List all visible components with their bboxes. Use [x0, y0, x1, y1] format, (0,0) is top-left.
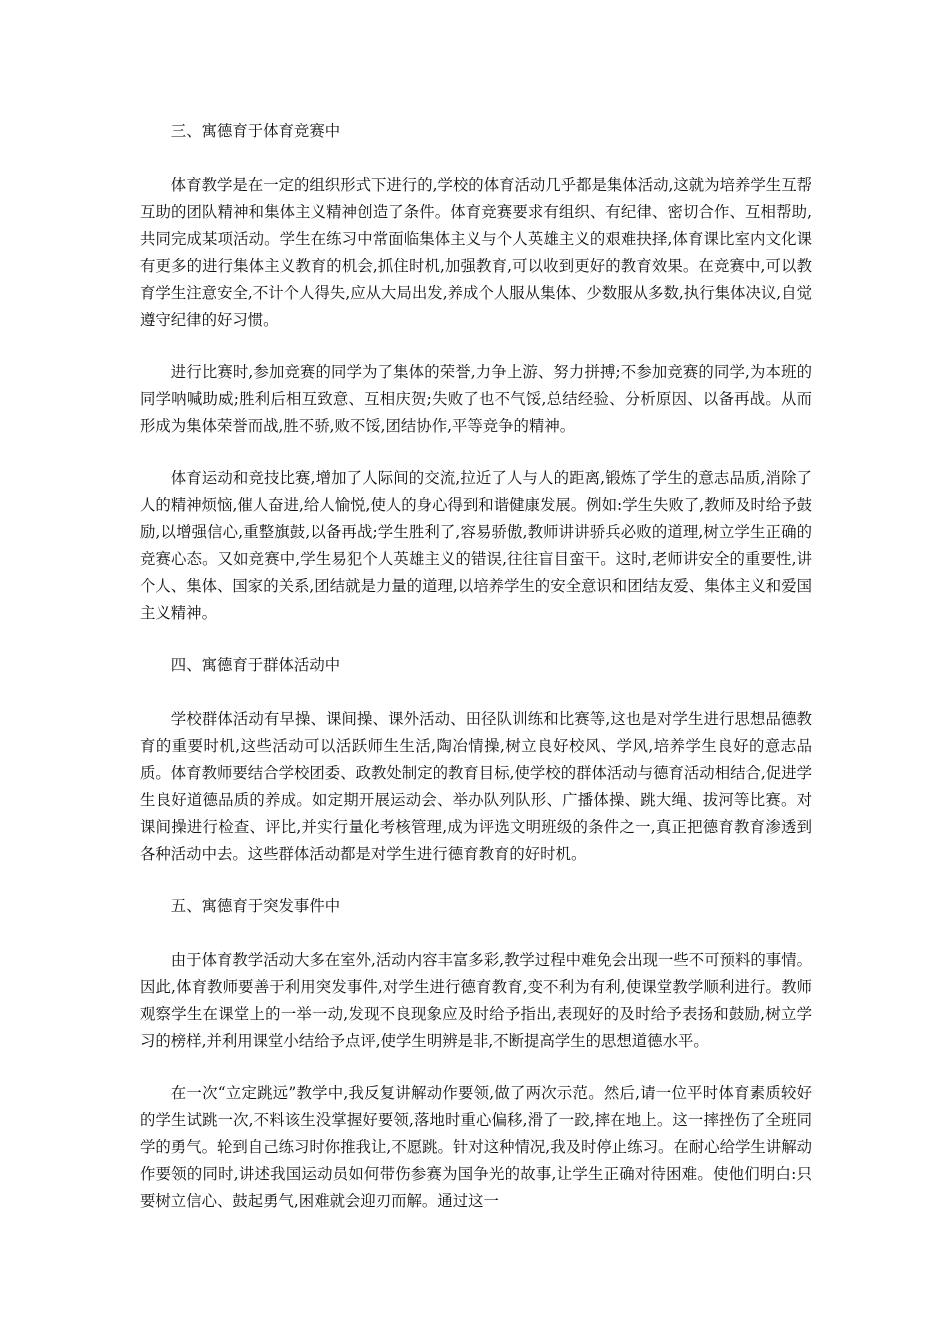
spacer: [140, 627, 812, 652]
spacer: [140, 920, 812, 947]
paragraph: 体育教学是在一定的组织形式下进行的,学校的体育活动几乎都是集体活动,这就为培养学生互帮互助的团队精神和集体主义精神创造了条件。体育竞赛要求有组织、有纪律、密切合作、互相帮助,共同完成某项活动。学生在练习中常面临集体主义与个人英雄主义的艰难抉择,体育课比室内文化课有更多的进行集体主义教育的机会,抓住时机,加强教育,可以收到更好的教育效果。在竞赛中,可以教育学生注意安全,不计个人得失,应从大局出发,养成个人服从集体、少数服从多数,执行集体决议,自觉遵守纪律的好习惯。: [140, 176, 812, 329]
paragraph: 体育运动和竞技比赛,增加了人际间的交流,拉近了人与人的距离,锻炼了学生的意志品质,消除了人的精神烦恼,催人奋进,给人愉悦,使人的身心得到和谐健康发展。例如:学生失败了,教师及时给予鼓励,以增强信心,重整旗鼓,以备再战;学生胜利了,容易骄傲,教师讲讲骄兵必败的道理,树立学生正确的竞赛心态。又如竞赛中,学生易犯个人英雄主义的错误,往往盲目蛮干。这时,老师讲安全的重要性,讲个人、集体、国家的关系,团结就是力量的道理,以培养学生的安全意识和团结友爱、集体主义和爱国主义精神。: [140, 469, 812, 622]
spacer: [140, 868, 812, 893]
paragraph: 由于体育教学活动大多在室外,活动内容丰富多彩,教学过程中难免会出现一些不可预料的事情。因此,体育教师要善于利用突发事件,对学生进行德育教育,变不利为有利,使课堂教学顺利进行。教师观察学生在课堂上的一举一动,发现不良现象应及时给予指出,表现好的及时给予表扬和鼓励,树立学习的榜样,并利用课堂小结给予点评,使学生明辨是非,不断提高学生的思想道德水平。: [140, 951, 812, 1050]
section-heading: 四、寓德育于群体活动中: [170, 656, 341, 674]
spacer: [140, 145, 812, 172]
spacer: [140, 334, 812, 359]
document-body: [140, 118, 812, 1215]
section-4: [140, 652, 812, 893]
spacer: [140, 440, 812, 465]
section-3: [140, 118, 812, 652]
section-5: [140, 893, 812, 1215]
paragraph: 进行比赛时,参加竞赛的同学为了集体的荣誉,力争上游、努力拼搏;不参加竞赛的同学,为本班的同学呐喊助威;胜利后相互致意、互相庆贺;失败了也不气馁,总结经验、分析原因、以备再战。从而形成为集体荣誉而战,胜不骄,败不馁,团结协作,平等竞争的精神。: [140, 363, 812, 435]
section-heading: 五、寓德育于突发事件中: [170, 897, 341, 915]
section-heading: 三、寓德育于体育竞赛中: [170, 122, 341, 140]
spacer: [140, 679, 812, 706]
paragraph: 在一次“立定跳远”教学中,我反复讲解动作要领,做了两次示范。然后,请一位平时体育素质较好的学生试跳一次,不料该生没掌握好要领,落地时重心偏移,滑了一跤,摔在地上。这一摔挫伤了全班同学的勇气。轮到自己练习时你推我让,不愿跳。针对这种情况,我及时停止练习。在耐心给学生讲解动作要领的同时,讲述我国运动员如何带伤参赛为国争光的故事,让学生正确对待困难。使他们明白:只要树立信心、鼓起勇气,困难就会迎刃而解。通过这一: [140, 1084, 812, 1210]
paragraph: 学校群体活动有早操、课间操、课外活动、田径队训练和比赛等,这也是对学生进行思想品德教育的重要时机,这些活动可以活跃师生生活,陶冶情操,树立良好校风、学风,培养学生良好的意志品质。体育教师要结合学校团委、政教处制定的教育目标,使学校的群体活动与德育活动相结合,促进学生良好道德品质的养成。如定期开展运动会、举办队列队形、广播体操、跳大绳、拔河等比赛。对课间操进行检查、评比,并实行量化考核管理,成为评选文明班级的条件之一,真正把德育教育渗透到各种活动中去。这些群体活动都是对学生进行德育教育的好时机。: [140, 710, 812, 863]
spacer: [140, 1055, 812, 1080]
